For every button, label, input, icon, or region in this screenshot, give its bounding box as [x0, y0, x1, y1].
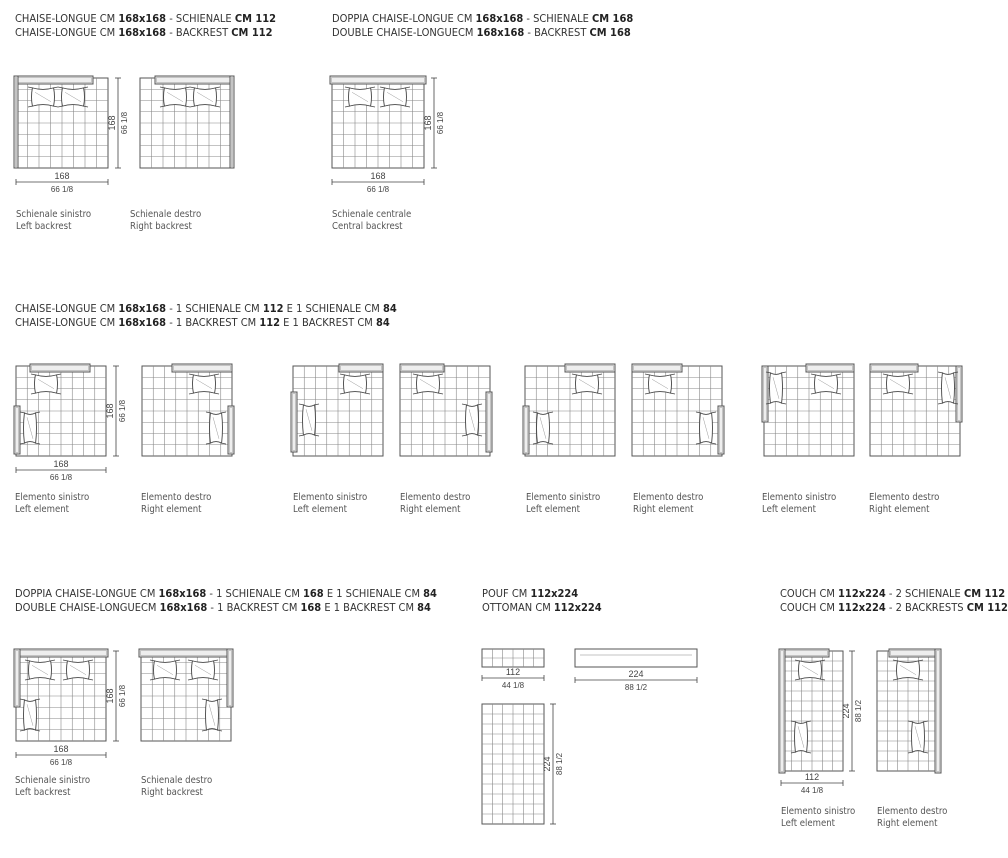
dimension-cm: 168 — [423, 115, 433, 131]
plan-pouf-side — [575, 649, 697, 692]
plan-right-element-c — [632, 364, 724, 456]
caption-en: Left element — [762, 504, 817, 515]
header-line-en: COUCH CM 112x224 - 2 BACKRESTS CM 112 — [780, 600, 1008, 614]
dimension-cm: 168 — [105, 403, 115, 419]
dimension-inch: 88 1/2 — [624, 683, 648, 692]
dimension-inch: 66 1/8 — [118, 399, 127, 423]
plan-central-backrest — [330, 76, 445, 194]
plan-left-element-b — [291, 364, 383, 456]
plan-couch-left — [779, 649, 863, 795]
plan-left-element-a — [14, 364, 127, 482]
caption-en: Left backrest — [16, 221, 72, 232]
dimension-cm: 168 — [105, 688, 115, 704]
plan-left-element-c — [523, 364, 615, 456]
header-line-it: POUF CM 112x224 — [482, 587, 579, 600]
caption-it: Schienale destro — [130, 209, 202, 220]
caption-en: Left backrest — [15, 787, 71, 798]
header-line-en: CHAISE-LONGUE CM 168x168 - 1 BACKREST CM 112 E 1 BACKREST CM 84 — [15, 315, 390, 329]
caption-en: Right element — [141, 504, 202, 515]
plan-right-element-d — [870, 364, 962, 456]
caption-it: Elemento sinistro — [526, 492, 601, 503]
header-line-en: CHAISE-LONGUE CM 168x168 - BACKREST CM 112 — [15, 25, 273, 39]
caption-en: Right element — [400, 504, 461, 515]
caption-it: Elemento sinistro — [15, 492, 90, 503]
header-line-en: DOUBLE CHAISE-LONGUECM 168x168 - 1 BACKREST CM 168 E 1 BACKREST CM 84 — [15, 600, 431, 614]
caption-en: Central backrest — [332, 221, 403, 232]
dimension-inch: 66 1/8 — [366, 185, 390, 194]
header-line-it: COUCH CM 112x224 - 2 SCHIENALE CM 112 — [780, 587, 1006, 600]
caption-it: Elemento destro — [877, 806, 948, 817]
caption-it: Elemento sinistro — [293, 492, 368, 503]
dimension-inch: 88 1/2 — [555, 752, 564, 776]
caption-it: Schienale sinistro — [15, 775, 91, 786]
plan-right-element-a — [142, 364, 234, 456]
dimension-cm: 168 — [370, 171, 386, 181]
plan-right-backrest-double — [139, 649, 233, 741]
caption-en: Left element — [15, 504, 70, 515]
dimension-inch: 66 1/8 — [118, 684, 127, 708]
caption-en: Left element — [781, 818, 836, 829]
dimension-cm: 168 — [53, 459, 69, 469]
dimension-cm: 224 — [628, 669, 644, 679]
header-line-it: CHAISE-LONGUE CM 168x168 - 1 SCHIENALE CM 112 E 1 SCHIENALE CM 84 — [15, 302, 397, 315]
dimension-cm: 112 — [804, 772, 820, 782]
caption-en: Left element — [293, 504, 348, 515]
caption-it: Elemento destro — [633, 492, 704, 503]
caption-it: Elemento destro — [869, 492, 940, 503]
header-line-it: CHAISE-LONGUE CM 168x168 - SCHIENALE CM 112 — [15, 12, 277, 25]
dimension-cm: 168 — [107, 115, 117, 131]
caption-it: Schienale centrale — [332, 209, 412, 220]
plan-left-backrest-double — [14, 649, 127, 767]
header-line-en: DOUBLE CHAISE-LONGUECM 168x168 - BACKREST CM 168 — [332, 25, 631, 39]
caption-it: Elemento sinistro — [781, 806, 856, 817]
dimension-inch: 66 1/8 — [49, 758, 73, 767]
caption-it: Schienale destro — [141, 775, 213, 786]
dimension-cm: 168 — [54, 171, 70, 181]
caption-en: Right element — [877, 818, 938, 829]
plan-pouf-long — [482, 704, 564, 824]
dimension-cm: 168 — [53, 744, 69, 754]
dimension-inch: 88 1/2 — [854, 699, 863, 723]
caption-it: Elemento sinistro — [762, 492, 837, 503]
dimension-inch: 66 1/8 — [49, 473, 73, 482]
header-line-en: OTTOMAN CM 112x224 — [482, 600, 602, 614]
plan-left-element-d — [762, 364, 854, 456]
caption-it: Elemento destro — [141, 492, 212, 503]
dimension-inch: 66 1/8 — [120, 111, 129, 135]
plan-right-element-b — [400, 364, 492, 456]
dimension-inch: 44 1/8 — [800, 786, 824, 795]
dimension-inch: 66 1/8 — [436, 111, 445, 135]
caption-en: Right backrest — [130, 221, 192, 232]
dimension-inch: 66 1/8 — [50, 185, 74, 194]
caption-en: Right backrest — [141, 787, 203, 798]
caption-en: Left element — [526, 504, 581, 515]
dimension-cm: 224 — [841, 703, 851, 719]
dimension-cm: 224 — [542, 756, 552, 772]
plan-right-backrest — [140, 76, 234, 168]
caption-it: Schienale sinistro — [16, 209, 92, 220]
plan-pouf-small — [482, 649, 544, 690]
dimension-inch: 44 1/8 — [501, 681, 525, 690]
caption-en: Right element — [633, 504, 694, 515]
plan-left-backrest — [14, 76, 129, 194]
header-line-it: DOPPIA CHAISE-LONGUE CM 168x168 - SCHIENALE CM 168 — [332, 12, 634, 25]
plan-couch-right — [877, 649, 941, 773]
caption-en: Right element — [869, 504, 930, 515]
header-line-it: DOPPIA CHAISE-LONGUE CM 168x168 - 1 SCHIENALE CM 168 E 1 SCHIENALE CM 84 — [15, 587, 437, 600]
dimension-cm: 112 — [505, 667, 521, 677]
caption-it: Elemento destro — [400, 492, 471, 503]
